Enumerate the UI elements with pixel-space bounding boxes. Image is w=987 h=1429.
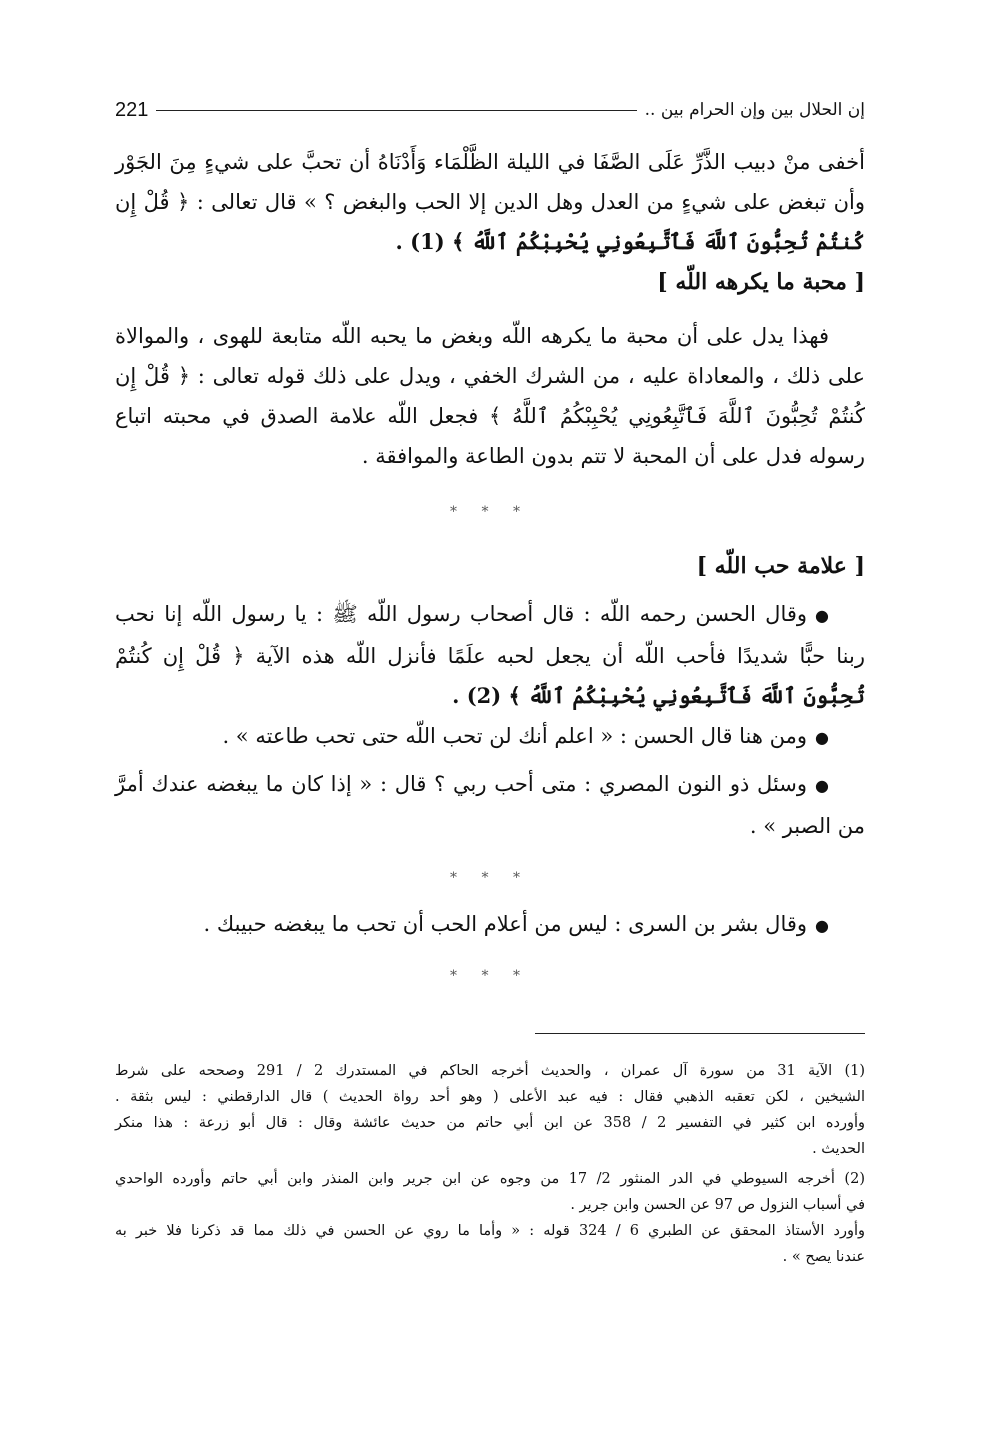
section-separator: * * *: [450, 504, 530, 520]
footnote-2: [115, 1166, 865, 1270]
bullet-icon: ●: [815, 776, 829, 795]
text-line: من الصبر » .: [749, 814, 865, 838]
bullet-paragraph: [115, 904, 865, 946]
text-line: ●ومن هنا قال الحسن : « اعلم أنك لن تحب اللّه حتى تحب طاعته » .: [115, 716, 865, 758]
section-separator: * * *: [450, 968, 530, 984]
section-separator: * * *: [450, 870, 530, 886]
footnote-line: عندنا يصح » .: [782, 1249, 865, 1265]
section-heading: [ محبة ما يكرهه اللّه ]: [657, 269, 865, 295]
text-line: ●وسئل ذو النون المصري : متى أحب ربي ؟ قال : « إذا كان ما يبغضه عندك أمرَّ: [115, 764, 865, 806]
text-line: كُنتُمْ تُحِبُّونَ ٱللَّهَ فَٱتَّبِعُونِي يُحْبِبْكُمُ ٱللَّهُ ﴾ (1) .: [395, 229, 865, 254]
paragraph: [115, 316, 865, 476]
bullet-icon: ●: [815, 728, 829, 747]
text-line: على ذلك ، والمعاداة عليه ، من الشرك الخفي ، ويدل على ذلك قوله تعالى : ﴿ قُلْ إِن: [115, 364, 865, 388]
text-line: وأن تبغض على شيءٍ من العدل وهل الدين إلا الحب والبغض ؟ » قال تعالى : ﴿ قُلْ إِن: [115, 190, 865, 214]
text-line: ●وقال بشر بن السرى : ليس من أعلام الحب أن تحب ما يبغضه حبيبك .: [115, 904, 865, 946]
running-header: [115, 92, 865, 128]
book-page: [115, 0, 865, 1429]
footnote-rule: [535, 1033, 865, 1034]
footnote-line: الشيخين ، لكن تعقبه الذهبي فقال : فيه عبد الأعلى ( وهو أحد رواة الحديث ) قال الدارقطني : ليس بثقة .: [115, 1089, 865, 1105]
bullet-icon: ●: [815, 916, 829, 935]
footnote-line: وأورده ابن كثير في التفسير 2 / 358 عن ابن أبي حاتم من حديث عائشة وقال : قال أبو زرعة : هذا منكر: [115, 1115, 866, 1131]
text-line: أخفى منْ دبيب الذَّرِّ عَلَى الصَّفَا في الليلة الظَّلْمَاء وَأَدْنَاهُ أن تحبَّ على شيءٍ مِنَ الجَوْر: [115, 150, 865, 174]
bullet-paragraph: [115, 764, 865, 846]
footnote-line: الحديث .: [812, 1141, 865, 1157]
footnotes: [115, 1058, 865, 1274]
section-heading: [ علامة حب اللّه ]: [696, 553, 865, 579]
running-title: إن الحلال بين وإن الحرام بين ..: [644, 100, 865, 120]
bullet-icon: ●: [815, 606, 829, 625]
header-rule: [156, 110, 636, 111]
footnote-line: (2) أخرجه السيوطي في الدر المنثور 2/ 17 من وجوه عن ابن جرير وابن المنذر وابن أبي حاتم وأورده الواحدي: [115, 1171, 865, 1187]
bullet-paragraph: [115, 716, 865, 758]
text-line: رسوله فدل على أن المحبة لا تتم بدون الطاعة والموافقة .: [361, 444, 865, 468]
text-line: فهذا يدل على أن محبة ما يكرهه اللّه وبغض ما يحبه اللّه متابعة للهوى ، والموالاة: [115, 324, 829, 348]
main-text: [115, 142, 865, 996]
text-line: ●وقال الحسن رحمه اللّه : قال أصحاب رسول اللّه ﷺ : يا رسول اللّه إنا نحب: [115, 594, 865, 636]
bullet-paragraph: [115, 594, 865, 716]
page-number: 221: [115, 98, 149, 121]
footnote-line: (1) الآية 31 من سورة آل عمران ، والحديث أخرجه الحاكم في المستدرك 2 / 291 وصححه على شرط: [115, 1063, 866, 1079]
footnote-line: وأورد الأستاذ المحقق عن الطبري 6 / 324 قوله : « وأما ما روي عن الحسن في ذلك مما قد ذكرنا فلا خبر به: [115, 1223, 866, 1239]
text-line: كُنتُمْ تُحِبُّونَ ٱللَّهَ فَٱتَّبِعُونِي يُحْبِبْكُمُ ٱللَّهُ ﴾ فجعل اللّه علامة الصدق في محبته اتباع: [115, 404, 865, 428]
footnote-line: في أسباب النزول ص 97 عن الحسن وابن جرير .: [570, 1197, 865, 1213]
intro-paragraph: [115, 142, 865, 262]
text-line: ربنا حبًّا شديدًا فأحب اللّه أن يجعل لحبه علَمًا فأنزل اللّه هذه الآية ﴿ قُلْ إِن كُنتُمْ: [115, 644, 865, 668]
text-line: تُحِبُّونَ ٱللَّهَ فَٱتَّبِعُونِي يُحْبِبْكُمُ ٱللَّهُ ﴾ (2) .: [452, 683, 865, 708]
footnote-1: [115, 1058, 865, 1162]
